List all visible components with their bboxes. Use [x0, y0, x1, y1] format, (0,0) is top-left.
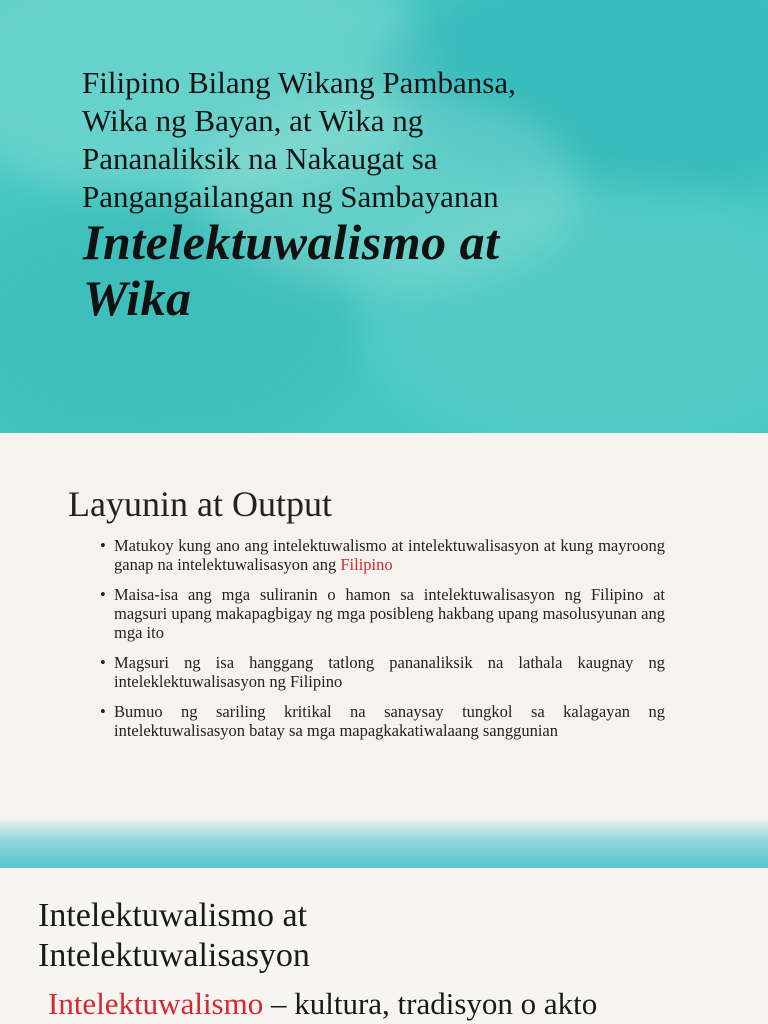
bullet-item	[100, 702, 665, 740]
bullet-icon: •	[100, 702, 106, 721]
subtitle-line: Pangangailangan ng Sambayanan	[82, 179, 499, 214]
bullet-list	[100, 536, 665, 751]
slide-heading	[38, 896, 310, 976]
bullet-highlight: Filipino	[340, 555, 393, 574]
bullet-item	[100, 585, 665, 642]
slide-heading: Layunin at Output	[68, 484, 332, 524]
title-line: Intelektuwalismo at	[83, 214, 500, 270]
objectives-slide	[0, 433, 768, 868]
slide-subtitle	[82, 64, 682, 216]
subtitle-line: Pananaliksik na Nakaugat sa	[82, 141, 438, 176]
subtitle-line: Wika ng Bayan, at Wika ng	[82, 103, 424, 138]
definition-term: Intelektuwalismo	[48, 986, 264, 1021]
definition-slide	[0, 868, 768, 1024]
subtitle-line: Filipino Bilang Wikang Pambansa,	[82, 65, 516, 100]
bullet-text: Magsuri ng isa hanggang tatlong pananaliksik na lathala kaugnay ng inteleklektuwalisasyon ng Filipino	[114, 653, 665, 691]
watercolor-band	[0, 818, 768, 868]
title-slide	[0, 0, 768, 433]
bullet-item	[100, 536, 665, 574]
bullet-item	[100, 653, 665, 691]
bullet-text: Maisa-isa ang mga suliranin o hamon sa intelektuwalisasyon ng Filipino at magsuri upang makapagbigay ng mga posibleng hakbang upang masolusyunan ang mga ito	[114, 585, 665, 642]
bullet-icon: •	[100, 536, 106, 555]
heading-line: Intelektuwalisasyon	[38, 937, 310, 974]
slide-title	[83, 214, 703, 326]
heading-line: Intelektuwalismo at	[38, 897, 308, 934]
title-line: Wika	[83, 270, 192, 326]
bullet-icon: •	[100, 653, 106, 672]
definition-body: – kultura, tradisyon o akto	[263, 986, 598, 1021]
definition-text	[48, 986, 597, 1022]
bullet-icon: •	[100, 585, 106, 604]
bullet-text: Matukoy kung ano ang intelektuwalismo at intelektuwalisasyon at kung mayroong ganap na intelektuwalisasyon ang	[114, 536, 665, 574]
bullet-text: Bumuo ng sariling kritikal na sanaysay tungkol sa kalagayan ng intelektuwalisasyon batay sa mga mapagkakatiwalaang sanggunian	[114, 702, 665, 740]
